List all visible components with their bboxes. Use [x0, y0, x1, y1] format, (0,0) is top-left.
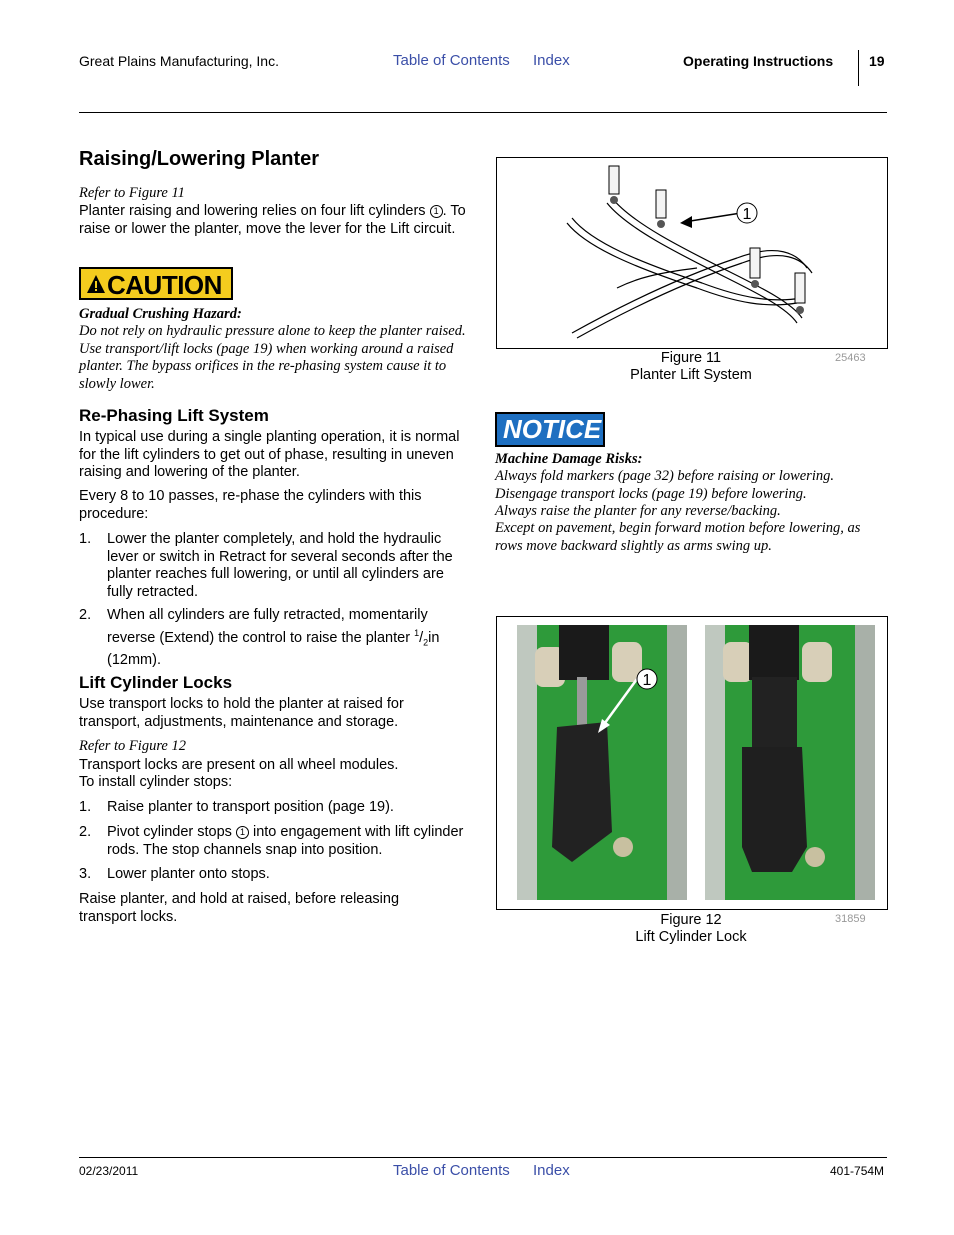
step-text: When all cylinders are fully retracted, momentarily reverse (Extend) the control to raise the planter $^1/_2in$ (12mm).: [107, 607, 440, 668]
rephase-step-2: [79, 607, 474, 668]
locks-para-2a: Transport locks are present on all wheel modules.: [79, 757, 399, 773]
step-text: Lower planter onto stops.: [107, 866, 270, 882]
index-link-header[interactable]: Index: [533, 52, 570, 69]
step-text-a: Pivot cylinder stops: [107, 824, 236, 840]
company-name: Great Plains Manufacturing, Inc.: [79, 53, 279, 69]
step-number: 1.: [79, 531, 92, 547]
notice-label: [495, 412, 605, 447]
notice-line-3: Always raise the planter for any reverse/backing.: [495, 503, 781, 519]
step-number: 3.: [79, 866, 92, 882]
footer-rule: [79, 1157, 887, 1158]
notice-line-4: Except on pavement, begin forward motion before lowering, as rows move backward slightly as arms swing up.: [495, 520, 861, 554]
refer-figure-12: Refer to Figure 12: [79, 738, 186, 754]
intro-paragraph: [79, 203, 471, 238]
toc-link-footer[interactable]: Table of Contents: [393, 1162, 510, 1179]
figure-12-id: 31859: [835, 913, 866, 925]
step-text: [107, 824, 469, 859]
locks-para-2b: To install cylinder stops:: [79, 774, 233, 790]
figure-12-caption: Lift Cylinder Lock: [635, 929, 747, 945]
locks-step-1: [79, 799, 474, 819]
figure-11-label: Figure 11: [660, 350, 722, 366]
rephase-step-1: [79, 531, 474, 603]
page-heading: Raising/Lowering Planter: [79, 148, 320, 170]
locks-step-3: [79, 866, 474, 886]
fraction-denominator: 2: [423, 637, 429, 648]
toc-link-header[interactable]: Table of Contents: [393, 52, 510, 69]
step-text-b: in (12mm).: [107, 629, 440, 668]
figure-11-box: [496, 157, 888, 349]
caution-text-body: Do not rely on hydraulic pressure alone to keep the planter raised. Use transport/lift locks (page 19) when working around a raised planter. The bypass orifices in the re-phasing system cause it to slowly lower.: [79, 323, 466, 392]
caution-label: [79, 267, 233, 300]
lift-cylinder-lock-photo: [497, 617, 887, 909]
figure-12-label: Figure 12: [660, 912, 722, 928]
notice-line-2: Disengage transport locks (page 19) before lowering.: [495, 486, 807, 502]
step-text: Raise planter to transport position (page 19).: [107, 799, 394, 815]
callout-1-inline: 1: [236, 826, 249, 839]
refer-figure-11: Refer to Figure 11: [79, 185, 185, 201]
locks-heading: Lift Cylinder Locks: [79, 673, 233, 692]
locks-para-1: Use transport locks to hold the planter at raised for transport, adjustments, maintenance and storage.: [79, 696, 404, 730]
callout-1-inline: 1: [430, 205, 443, 218]
step-text-b: into engagement with lift cylinder rods. The stop channels snap into position.: [107, 824, 464, 858]
fraction-numerator: 1: [414, 627, 420, 638]
figure-11-caption: Planter Lift System: [630, 367, 752, 383]
step-text: Lower the planter completely, and hold the hydraulic lever or switch in Retract for several seconds after the planter reaches full lowering, or until all cylinders are fully retracted.: [107, 531, 453, 600]
page-number: 19: [869, 53, 885, 69]
notice-text: NOTICE: [503, 414, 602, 444]
locks-para-3: Raise planter, and hold at raised, before releasing transport locks.: [79, 891, 400, 925]
step-number: 2.: [79, 824, 92, 840]
intro-text-b: . To raise or lower the planter, move the lever for the Lift circuit.: [79, 203, 466, 237]
rephase-para-2: Every 8 to 10 passes, re-phase the cylinders with this procedure:: [79, 488, 422, 522]
notice-line-1: Always fold markers (page 32) before raising or lowering.: [495, 468, 834, 484]
header-rule: [79, 112, 887, 113]
caution-hazard-title: Gradual Crushing Hazard:: [79, 306, 242, 322]
figure-12-callout: 1: [642, 672, 652, 689]
notice-title: Machine Damage Risks:: [495, 451, 643, 467]
index-link-footer[interactable]: Index: [533, 1162, 570, 1179]
footer-doc-number: 401-754M: [830, 1164, 885, 1178]
caution-text: CAUTION: [107, 270, 222, 300]
section-title: Operating Instructions: [683, 53, 834, 69]
rephase-heading: Re-Phasing Lift System: [79, 406, 269, 425]
intro-text-a: Planter raising and lowering relies on four lift cylinders: [79, 203, 426, 219]
warning-triangle-icon: [86, 274, 106, 294]
footer-date: 02/23/2011: [79, 1164, 139, 1178]
figure-11-id: 25463: [835, 352, 866, 364]
step-number: 2.: [79, 607, 92, 623]
step-text-a: When all cylinders are fully retracted, momentarily reverse (Extend) the control to raise the planter: [107, 607, 428, 646]
header-divider: [858, 50, 859, 86]
locks-step-2: [79, 824, 474, 862]
step-number: 1.: [79, 799, 92, 815]
lift-system-illustration: [497, 158, 887, 348]
rephase-para-1: In typical use during a single planting operation, it is normal for the lift cylinders to get out of phase, resulting in uneven raising and lowering of the planter.: [79, 429, 460, 480]
figure-12-box: [496, 616, 888, 910]
figure-11-callout: 1: [742, 206, 752, 223]
